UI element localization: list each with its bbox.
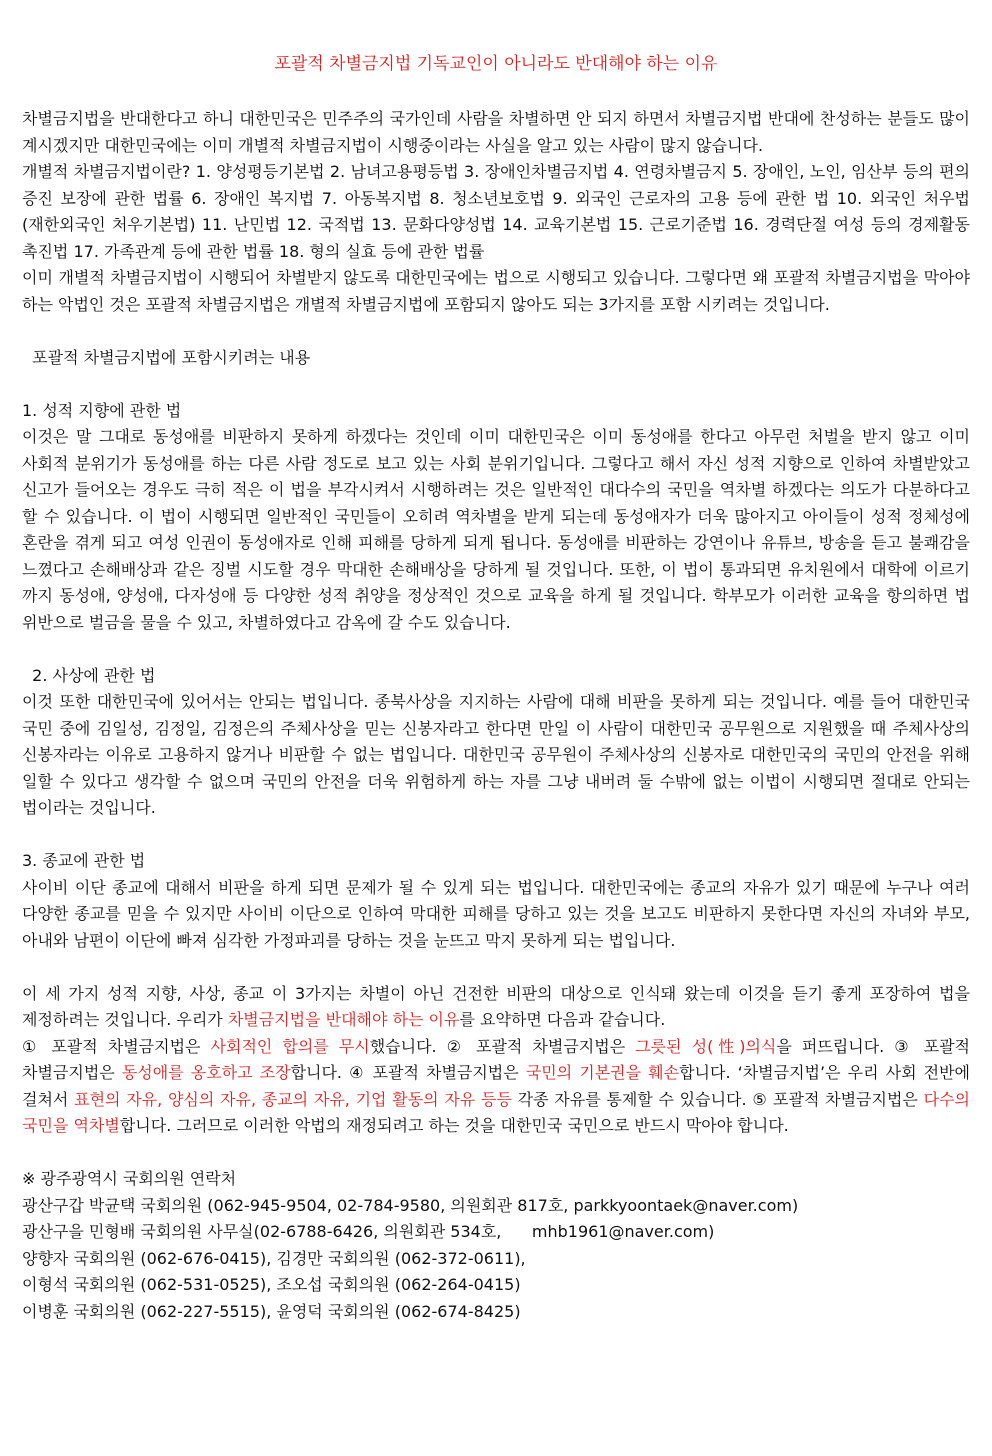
highlight-text: 국민의 기본권을 훼손	[525, 1063, 680, 1082]
highlight-text: 동성애를 옹호하고 조장	[121, 1063, 291, 1082]
section-body-ideology: 이것 또한 대한민국에 있어서는 안되는 법입니다. 종북사상을 지지하는 사람에 대해 비판을 못하게 되는 것입니다. 예를 들어 대한민국 국민 중에 김일성, 김정일, 김정은의 주체사상을 믿는 신봉자라고 한다면 만일 이 사람이 대한민국 공무원으로 지원했을 때 주체사상의 신봉자라는 이유로 고용하지 않거나 비판할 수 없는 법입니다. 대한민국 공무원이 주체사상의 신봉자로 대한민국의 국민의 안전을 위해 일할 수 있다고 생각할 수 없으며 국민의 안전을 더욱 위험하게 하는 자를 그냥 내버려 둘 수밖에 없는 이법이 시행되면 절대로 안되는 법이라는 것입니다.	[22, 692, 970, 817]
contact-line: 이병훈 국회의원 (062-227-5515), 윤영덕 국회의원 (062-674-8425)	[22, 1301, 521, 1321]
page-title: 포괄적 차별금지법 기독교인이 아니라도 반대해야 하는 이유	[274, 54, 718, 74]
highlight-text: 차별금지법을 반대해야 하는 이유	[227, 1010, 460, 1029]
section-heading-ideology: 2. 사상에 관한 법	[22, 665, 156, 685]
highlight-text: 그릇된 성(性)의식	[635, 1036, 777, 1056]
summary-text: 합니다. 그러므로 이러한 악법의 재정되려고 하는 것을 대한민국 국민으로 반드시 막아야 합니다.	[119, 1116, 789, 1135]
contact-line: 광산구갑 박균택 국회의원 (062-945-9504, 02-784-9580, 의원회관 817호, parkkyoontaek@naver.com)	[22, 1195, 799, 1215]
contacts-heading: ※ 광주광역시 국회의원 연락처	[22, 1169, 237, 1188]
section-body-orientation: 이것은 말 그대로 동성애를 비판하지 못하게 하겠다는 것인데 이미 대한민국은 이미 동성애를 한다고 아무런 처벌을 받지 않고 이미 사회적 분위기가 동성애를 하는 다른 사람 정도로 보고 있는 사회 분위기입니다. 그렇다고 해서 자신 성적 지향으로 인하여 차별받았고 신고가 들어오는 경우도 극히 적은 이 법을 부각시켜서 시행하려는 것은 일반적인 대다수의 국민을 역차별 하겠다는 의도가 다분하다고 할 수 있습니다. 이 법이 시행되면 일반적인 국민들이 오히려 역차별을 받게 되는데 동성애자가 더욱 많아지고 아이들이 성적 정체성에 혼란을 겪게 되고 여성 인권이 동성애자로 인해 피해를 당하게 되게 됩니다. 동성애를 비판하는 강연이나 유튜브, 방송을 듣고 불쾌감을 느꼈다고 손해배상과 같은 징벌 시도할 경우 막대한 손해배상을 당하게 될 것입니다. 또한, 이 법이 통과되면 유치원에서 대학에 이르기 까지 동성애, 양성애, 다자성애 등 다양한 성적 취양을 정상적인 것으로 교육을 하게 될 것입니다. 학부모가 이러한 교육을 항의하면 법 위반으로 벌금을 물을 수 있고, 차별하였다고 감옥에 갈 수도 있습니다.	[22, 427, 970, 632]
summary-text: 각종 자유를 통제할 수 있습니다. ⑤ 포괄적 차별금지법은	[511, 1089, 924, 1109]
summary-paragraph-1	[22, 981, 970, 1034]
contact-line: 양향자 국회의원 (062-676-0415), 김경만 국회의원 (062-372-0611),	[22, 1248, 526, 1268]
contact-line: 이형석 국회의원 (062-531-0525), 조오섭 국회의원 (062-264-0415)	[22, 1275, 521, 1294]
summary-text: ① 포괄적 차별금지법은	[22, 1036, 211, 1056]
intro-paragraph-3: 이미 개별적 차별금지법이 시행되어 차별받지 않도록 대한민국에는 법으로 시행되고 있습니다. 그렇다면 왜 포괄적 차별금지법을 막아야 하는 악법인 것은 포괄적 차별금지법은 개별적 차별금지법에 포함되지 않아도 되는 3가지를 포함 시키려는 것입니다.	[22, 268, 970, 314]
intro-paragraph-1: 차별금지법을 반대한다고 하니 대한민국은 민주주의 국가인데 사람을 차별하면 안 되지 하면서 차별금지법 반대에 찬성하는 분들도 많이 계시겠지만 대한민국에는 이미 개별적 차별금지법이 시행중이라는 사실을 알고 있는 사람이 많지 않습니다.	[22, 109, 970, 155]
intro-paragraph-2: 개별적 차별금지법이란? 1. 양성평등기본법 2. 남녀고용평등법 3. 장애인차별금지법 4. 연령차별금지 5. 장애인, 노인, 임산부 등의 편의 증진 보장에 관한 법률 6. 장애인 복지법 7. 아동복지법 8. 청소년보호법 9. 외국인 근로자의 고용 등에 관한 법 10. 외국인 처우법(재한외국인 처우기본법) 11. 난민법 12. 국적법 13. 문화다양성법 14. 교육기본법 15. 근로기준법 16. 경력단절 여성 등의 경제활동 촉진법 17. 가족관계 등에 관한 법률 18. 형의 실효 등에 관한 법률	[22, 162, 970, 261]
highlight-text: 다수의 국민을 역차별	[22, 1089, 970, 1135]
section-body-religion: 사이비 이단 종교에 대해서 비판을 하게 되면 문제가 될 수 있게 되는 법입니다. 대한민국에는 종교의 자유가 있기 때문에 누구나 여러 다양한 종교를 믿을 수 있지만 사이비 이단으로 인하여 막대한 피해를 당하고 있는 것을 보고도 비판하지 못한다면 자신의 자녀와 부모, 아내와 남편이 이단에 빠져 심각한 가정파괴를 당하는 것을 눈뜨고 막지 못하게 되는 법입니다.	[22, 877, 970, 950]
section-intro: 포괄적 차별금지법에 포함시키려는 내용	[22, 347, 311, 367]
summary-text: 를 요약하면 다음과 같습니다.	[459, 1010, 666, 1029]
summary-text: 합니다. ‘차별금지법’은 우리 사회 전반에 걸쳐서	[22, 1063, 970, 1109]
highlight-text: 표현의 자유, 양심의 자유, 종교의 자유, 기업 활동의 자유 등등	[74, 1089, 512, 1109]
section-heading-orientation: 1. 성적 지향에 관한 법	[22, 400, 182, 420]
summary-text: 했습니다. ② 포괄적 차별금지법은	[369, 1036, 636, 1056]
summary-text: 합니다. ④ 포괄적 차별금지법은	[290, 1063, 526, 1082]
contact-line: 광산구을 민형배 국회의원 사무실(02-6788-6426, 의원회관 534호, mhb1961@naver.com)	[22, 1222, 715, 1241]
summary-paragraph-2	[22, 1034, 970, 1140]
highlight-text: 사회적인 합의를 무시	[210, 1036, 370, 1056]
summary-text: 을 퍼뜨립니다. ③ 포괄적 차별금지법은	[22, 1036, 970, 1082]
summary-text: 이 세 가지 성적 지향, 사상, 종교 이 3가지는 차별이 아닌 건전한 비판의 대상으로 인식돼 왔는데 이것을 듣기 좋게 포장하여 법을 제정하려는 것입니다. 우리가	[22, 983, 970, 1029]
section-heading-religion: 3. 종교에 관한 법	[22, 851, 146, 870]
